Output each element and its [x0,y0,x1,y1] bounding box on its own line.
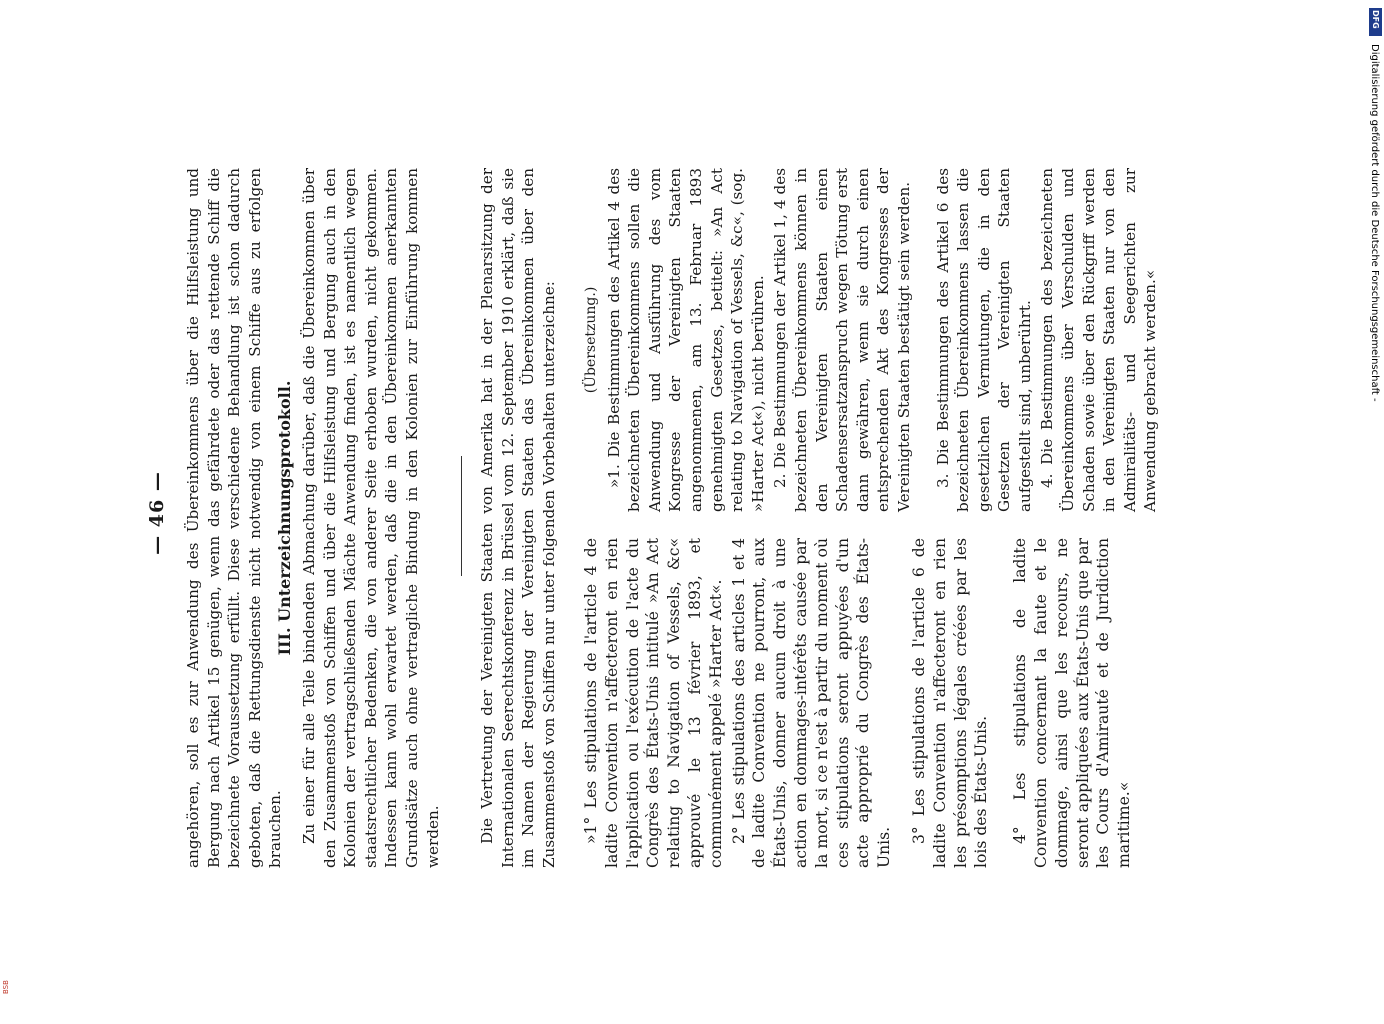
french-item-2: 2° Les stipulations des articles 1 et 4 de ladite Convention ne pourront, aux États-Unis, donner aucun droit à une action en dommages-intérêts causée par la mort, si ce n'est à partir du moment où ces stipulations seront appuyées d'un acte approprié du Congrès des États-Unis. [729,538,894,868]
german-intro-paragraph [183,168,286,868]
rotated-text-block [147,158,1237,868]
french-item-1: »1° Les stipulations de l'article 4 de ladite Convention n'affecteront en rien l'application ou l'exécution de l'acte du Congrès des États-Unis intitulé »An Act relating to Navigation of Vessels, &c« approuvé le 13 février 1893, et communément appelé »Harter Act«. [582,538,725,868]
french-item-3: 3° Les stipulations de l'article 6 de ladite Convention n'affecteront en rien les présomptions légales créées par les lois des États-Unis. [909,538,991,868]
digitization-note [1368,44,1382,1024]
page-number: — 46 — [146,471,168,555]
german-intro-text: angehören, soll es zur Anwendung des Übereinkommens über die Hilfsleistung und Bergung nach Artikel 15 genügen, wenn das gefährdete oder das rettende Schiff die bezeichnete Voraussetzung erfüllt. Diese verschiedene Behandlung ist schon dadurch geboten, daß die Rettungsdienste nicht notwendig von einem Schiffe aus zu erfolgen brauchen. [184,168,285,868]
german-translation-column [581,168,1163,512]
french-item-4: 4° Les stipulations de ladite Convention concernant la faute et le dommage, ainsi que les recours, ne seront appliquées aux États-Unis que par les Cours d'Amirauté et de Juridiction maritime.« [1011,538,1134,868]
separator-rule [461,456,462,576]
german-item-4: 4. Die Bestimmungen des bezeichneten Übereinkommens über Verschulden und Schaden sowie über den Rückgriff werden in den Vereinigten Staaten nur von den Admiralitäts- und Seegerichten zur Anwendung gebracht werden.« [1038,168,1160,512]
german-item-2: 2. Die Bestimmungen der Artikel 1, 4 des bezeichneten Übereinkommens können in den Vereinigten Staaten einen Schadensersatzanspruch wegen Tötung erst dann gewähren, wenn sie durch einen entsprechenden Akt des Kongresses der Vereinigten Staaten bestätigt sein werden. [771,168,913,512]
digitization-note-text: Digitalisierung gefördert durch die Deutsche Forschungsgemeinschaft - [1369,44,1380,402]
protocol-paragraph: Zu einer für alle Teile bindenden Abmachung darüber, daß die Übereinkommen über den Zusammenstoß von Schiffen und über die Hilfsleistung und Bergung auch in den Kolonien der vertragschließenden Mächte Anwendung finden, ist es namentlich wegen staatsrechtlicher Bedenken, die von anderer Seite erhoben wurden, nicht gekommen. Indessen kann wohl erwartet werden, daß die in den Übereinkommen anerkannten Grundsätze auch ohne vertragliche Bindung in den Kolonien zur Einführung kommen werden. [300,168,442,868]
french-column [581,538,1137,868]
translation-note: (Übersetzung.) [583,286,599,394]
dfg-logo [1369,8,1382,36]
library-stamp [2,966,12,996]
usa-paragraph: Die Vertretung der Vereinigten Staaten von Amerika hat in der Plenarsitzung der Internationalen Seerechtskonferenz in Brüssel vom 12. September 1910 erklärt, daß sie im Namen der Regierung der Vereinigten Staaten das Übereinkommen über den Zusammenstoß von Schiffen nur unter folgenden Vorbehalten unterzeichne: [478,168,558,868]
german-item-1: »1. Die Bestimmungen des Artikel 4 des bezeichneten Übereinkommens sollen die Anwendung und Ausführung des vom Kongresse der Vereinigten Staaten angenommenen, am 13. Februar 1893 genehmigten Gesetzes, betitelt: »An Act relating to Navigation of Vessels, &c«, (sog. »Harter Act«), nicht berühren. [604,168,767,512]
usa-paragraph-block [477,168,559,868]
protocol-paragraph-block [299,168,443,868]
dfg-logo-text: DFG [1371,10,1380,29]
german-item-3: 3. Die Bestimmungen des Artikel 6 des bezeichneten Übereinkommens lassen die gesetzlichen Vermutungen, die in den Gesetzen der Vereinigten Staaten aufgestellt sind, unberührt. [933,168,1034,512]
section-heading: III. Unterzeichnungsprotokoll. [275,380,294,656]
library-stamp-text: BSB [2,980,10,994]
